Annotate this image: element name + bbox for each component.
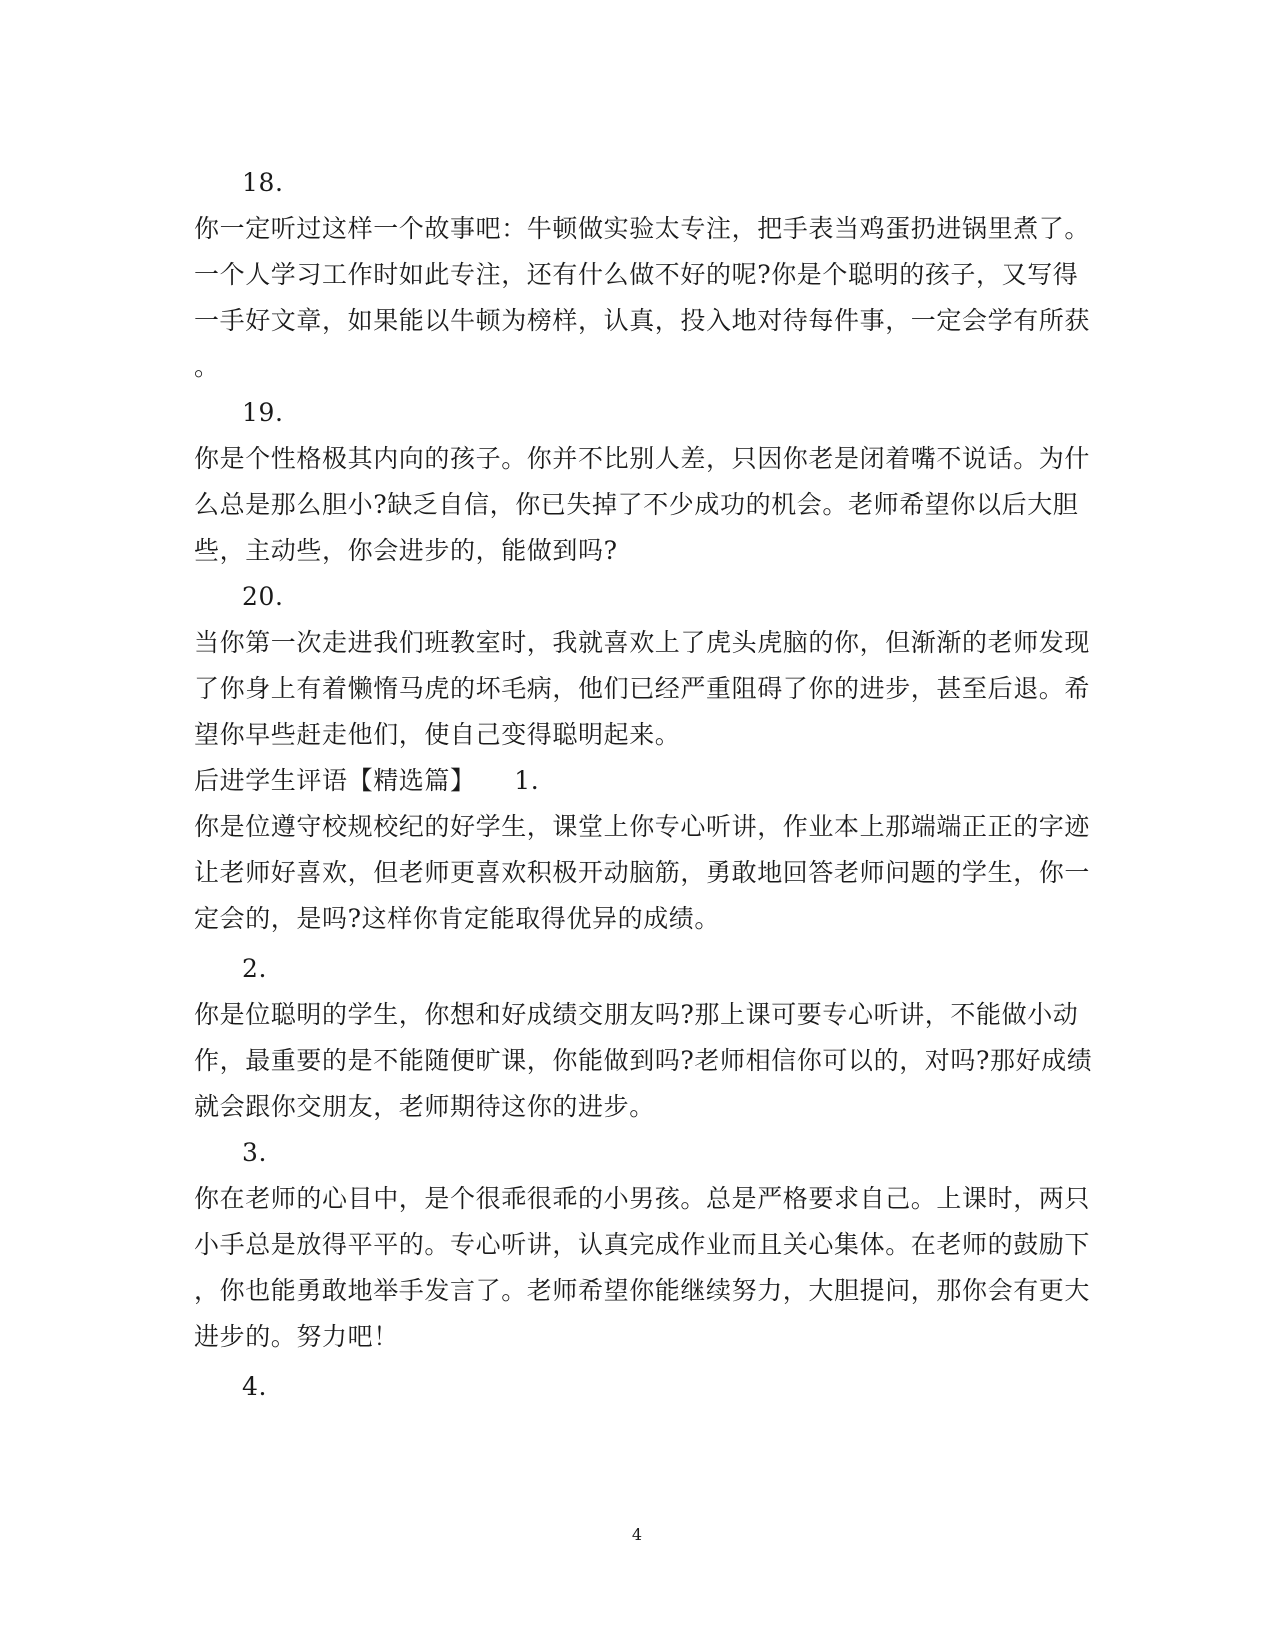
item-number-2: 2. <box>242 954 268 983</box>
text-line: 望你早些赶走他们，使自己变得聪明起来。 <box>194 720 681 749</box>
text-line: 定会的，是吗?这样你肯定能取得优异的成绩。 <box>194 904 721 933</box>
text-line: 小手总是放得平平的。专心听讲，认真完成作业而且关心集体。在老师的鼓励下 <box>194 1230 1091 1259</box>
text-line: 你是个性格极其内向的孩子。你并不比别人差，只因你老是闭着嘴不说话。为什 <box>194 444 1091 473</box>
text-line: 就会跟你交朋友，老师期待这你的进步。 <box>194 1092 655 1121</box>
item-number-19: 19. <box>242 398 284 427</box>
text-line: 么总是那么胆小?缺乏自信，你已失掉了不少成功的机会。老师希望你以后大胆 <box>194 490 1079 519</box>
text-line: 。 <box>194 352 220 381</box>
item-number-3: 3. <box>242 1138 268 1167</box>
text-line: ，你也能勇敢地举手发言了。老师希望你能继续努力，大胆提问，那你会有更大 <box>194 1276 1091 1305</box>
text-line: 你一定听过这样一个故事吧：牛顿做实验太专注，把手表当鸡蛋扔进锅里煮了。 <box>194 214 1091 243</box>
text-line: 一个人学习工作时如此专注，还有什么做不好的呢?你是个聪明的孩子，又写得 <box>194 260 1079 289</box>
section-heading: 后进学生评语【精选篇】 1. <box>194 766 540 795</box>
item-number-20: 20. <box>242 582 284 611</box>
page-number: 4 <box>631 1525 643 1544</box>
item-number-18: 18. <box>242 168 284 197</box>
text-line: 让老师好喜欢，但老师更喜欢积极开动脑筋，勇敢地回答老师问题的学生，你一 <box>194 858 1091 887</box>
text-line: 些，主动些，你会进步的，能做到吗? <box>194 536 618 565</box>
text-line: 作，最重要的是不能随便旷课，你能做到吗?老师相信你可以的，对吗?那好成绩 <box>194 1046 1093 1075</box>
text-line: 当你第一次走进我们班教室时，我就喜欢上了虎头虎脑的你，但渐渐的老师发现 <box>194 628 1091 657</box>
item-number-4: 4. <box>242 1372 268 1401</box>
text-line: 你是位遵守校规校纪的好学生，课堂上你专心听讲，作业本上那端端正正的字迹 <box>194 812 1091 841</box>
text-line: 你在老师的心目中，是个很乖很乖的小男孩。总是严格要求自己。上课时，两只 <box>194 1184 1091 1213</box>
text-line: 你是位聪明的学生，你想和好成绩交朋友吗?那上课可要专心听讲，不能做小动 <box>194 1000 1079 1029</box>
text-line: 了你身上有着懒惰马虎的坏毛病，他们已经严重阻碍了你的进步，甚至后退。希 <box>194 674 1091 703</box>
text-line: 一手好文章，如果能以牛顿为榜样，认真，投入地对待每件事，一定会学有所获 <box>194 306 1091 335</box>
text-line: 进步的。努力吧！ <box>194 1322 399 1351</box>
